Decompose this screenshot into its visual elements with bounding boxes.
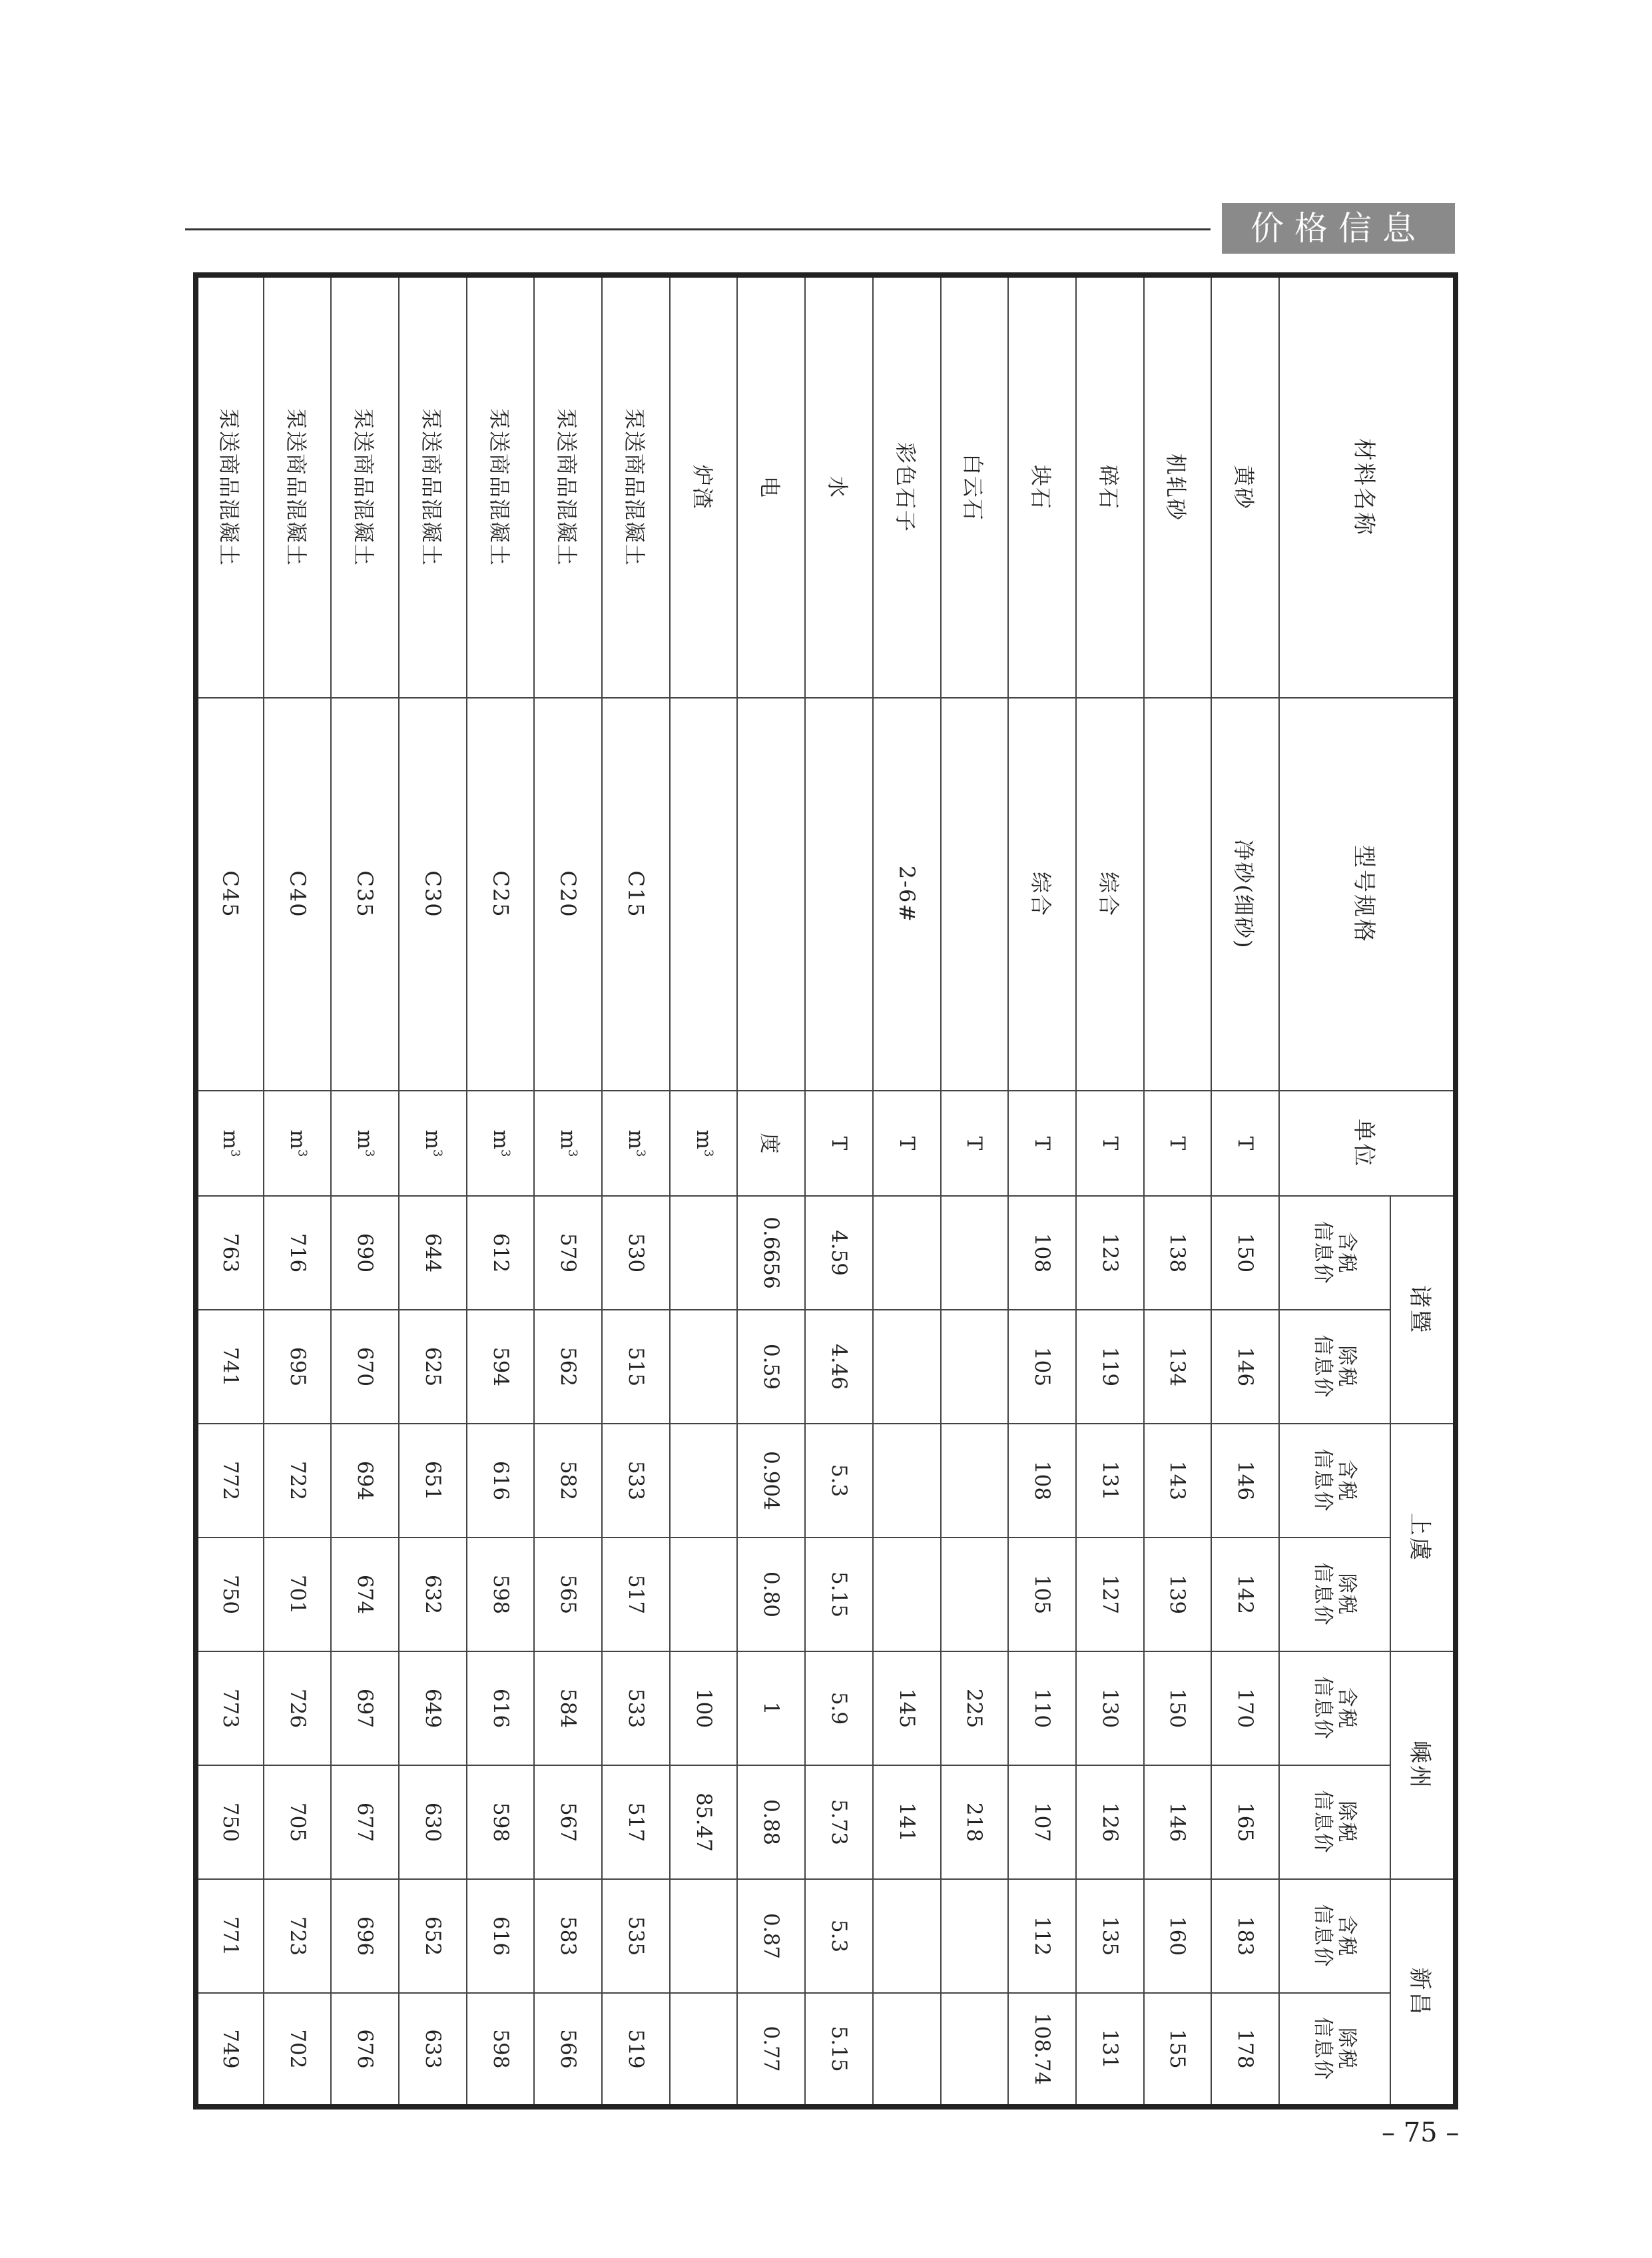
col-header-name: 材料名称 [1279, 275, 1456, 698]
unit-text: T [1165, 1136, 1190, 1151]
price-excl-tax: 749 [196, 1993, 264, 2107]
price-excl-tax: 566 [534, 1993, 602, 2107]
price-excl-tax: 105 [1008, 1538, 1076, 1651]
price-excl-tax: 625 [399, 1310, 467, 1424]
price-excl-tax: 677 [331, 1765, 399, 1879]
price-incl-tax: 150 [1211, 1196, 1279, 1310]
subheader-line: 除税 [1335, 1801, 1359, 1844]
material-spec [670, 698, 738, 1091]
price-excl-tax: 567 [534, 1765, 602, 1879]
price-excl-tax: 0.80 [738, 1538, 806, 1651]
price-incl-tax: 160 [1144, 1879, 1212, 1993]
material-spec: C35 [331, 698, 399, 1091]
subheader-incl-tax [1279, 1424, 1390, 1538]
price-excl-tax: 741 [196, 1310, 264, 1424]
table-row [738, 275, 806, 2107]
price-incl-tax [941, 1879, 1009, 1993]
price-incl-tax: 170 [1211, 1651, 1279, 1765]
table-row [1211, 275, 1279, 2107]
price-excl-tax: 139 [1144, 1538, 1212, 1651]
material-name: 泵送商品混凝土 [399, 275, 467, 698]
price-incl-tax: 763 [196, 1196, 264, 1310]
price-excl-tax: 146 [1211, 1310, 1279, 1424]
price-excl-tax: 633 [399, 1993, 467, 2107]
price-incl-tax: 616 [467, 1424, 535, 1538]
price-excl-tax [873, 1310, 941, 1424]
material-unit [738, 1091, 806, 1196]
price-excl-tax: 517 [602, 1765, 670, 1879]
price-excl-tax: 134 [1144, 1310, 1212, 1424]
price-incl-tax [873, 1879, 941, 1993]
price-excl-tax: 107 [1008, 1765, 1076, 1879]
price-incl-tax [670, 1196, 738, 1310]
section-title: 价格信息 [1222, 203, 1455, 254]
unit-superscript: 3 [565, 1149, 580, 1157]
price-excl-tax: 5.15 [805, 1538, 873, 1651]
material-unit [399, 1091, 467, 1196]
subheader-incl-tax [1279, 1651, 1390, 1765]
table-row [670, 275, 738, 2107]
subheader-excl-tax [1279, 1310, 1390, 1424]
material-name: 黄砂 [1211, 275, 1279, 698]
price-incl-tax: 616 [467, 1879, 535, 1993]
unit-text: m [623, 1129, 648, 1149]
price-incl-tax: 651 [399, 1424, 467, 1538]
price-incl-tax: 773 [196, 1651, 264, 1765]
unit-text: m [691, 1129, 716, 1149]
material-unit [1008, 1091, 1076, 1196]
price-excl-tax: 0.59 [738, 1310, 806, 1424]
price-incl-tax: 131 [1076, 1424, 1144, 1538]
material-name: 电 [738, 275, 806, 698]
price-incl-tax: 582 [534, 1424, 602, 1538]
price-incl-tax: 183 [1211, 1879, 1279, 1993]
material-spec: C45 [196, 698, 264, 1091]
subheader-incl-tax [1279, 1879, 1390, 1993]
price-incl-tax: 146 [1211, 1424, 1279, 1538]
price-excl-tax: 141 [873, 1765, 941, 1879]
price-excl-tax [670, 1538, 738, 1651]
price-excl-tax: 85.47 [670, 1765, 738, 1879]
price-incl-tax: 690 [331, 1196, 399, 1310]
price-incl-tax: 5.9 [805, 1651, 873, 1765]
price-incl-tax: 772 [196, 1424, 264, 1538]
price-excl-tax: 108.74 [1008, 1993, 1076, 2107]
table-row [602, 275, 670, 2107]
price-excl-tax: 598 [467, 1993, 535, 2107]
subheader-line: 除税 [1335, 1573, 1359, 1616]
price-incl-tax: 5.3 [805, 1879, 873, 1993]
material-name: 炉渣 [670, 275, 738, 698]
price-excl-tax: 517 [602, 1538, 670, 1651]
subheader-excl-tax [1279, 1765, 1390, 1879]
price-excl-tax: 674 [331, 1538, 399, 1651]
price-incl-tax: 108 [1008, 1196, 1076, 1310]
subheader-line: 信息价 [1311, 1790, 1335, 1854]
price-incl-tax [873, 1424, 941, 1538]
material-unit [670, 1091, 738, 1196]
header-rule [185, 228, 1211, 230]
material-unit [534, 1091, 602, 1196]
material-name: 碎石 [1076, 275, 1144, 698]
price-incl-tax: 612 [467, 1196, 535, 1310]
material-spec: 综合 [1076, 698, 1144, 1091]
price-incl-tax: 579 [534, 1196, 602, 1310]
material-spec: C15 [602, 698, 670, 1091]
subheader-line: 信息价 [1311, 1334, 1335, 1399]
unit-text: m [420, 1129, 445, 1149]
price-incl-tax: 530 [602, 1196, 670, 1310]
price-excl-tax: 131 [1076, 1993, 1144, 2107]
price-excl-tax: 4.46 [805, 1310, 873, 1424]
region-header: 嵊州 [1390, 1651, 1456, 1879]
price-excl-tax: 515 [602, 1310, 670, 1424]
price-excl-tax [670, 1310, 738, 1424]
price-incl-tax: 616 [467, 1651, 535, 1765]
price-incl-tax: 644 [399, 1196, 467, 1310]
price-excl-tax: 105 [1008, 1310, 1076, 1424]
price-incl-tax: 652 [399, 1879, 467, 1993]
unit-text: m [218, 1129, 243, 1149]
table-row [873, 275, 941, 2107]
price-incl-tax: 0.904 [738, 1424, 806, 1538]
unit-text: T [1030, 1136, 1055, 1151]
unit-superscript: 3 [228, 1149, 242, 1157]
price-excl-tax: 750 [196, 1765, 264, 1879]
price-excl-tax [941, 1538, 1009, 1651]
material-unit [331, 1091, 399, 1196]
price-excl-tax: 0.88 [738, 1765, 806, 1879]
price-incl-tax: 697 [331, 1651, 399, 1765]
table-row [196, 275, 264, 2107]
price-excl-tax: 126 [1076, 1765, 1144, 1879]
price-incl-tax: 110 [1008, 1651, 1076, 1765]
unit-text: T [1097, 1136, 1122, 1151]
price-excl-tax: 676 [331, 1993, 399, 2107]
price-incl-tax: 584 [534, 1651, 602, 1765]
material-spec [805, 698, 873, 1091]
price-excl-tax: 598 [467, 1765, 535, 1879]
table-row [941, 275, 1009, 2107]
subheader-line: 信息价 [1311, 2017, 1335, 2081]
material-name: 白云石 [941, 275, 1009, 698]
material-spec: 2-6# [873, 698, 941, 1091]
page-number: – 75 – [1382, 2117, 1460, 2148]
subheader-line: 信息价 [1311, 1562, 1335, 1627]
price-incl-tax: 696 [331, 1879, 399, 1993]
material-unit [805, 1091, 873, 1196]
region-header: 上虞 [1390, 1424, 1456, 1651]
price-incl-tax: 112 [1008, 1879, 1076, 1993]
price-incl-tax: 583 [534, 1879, 602, 1993]
price-excl-tax [873, 1993, 941, 2107]
material-unit [941, 1091, 1009, 1196]
price-excl-tax: 0.77 [738, 1993, 806, 2107]
price-excl-tax: 565 [534, 1538, 602, 1651]
material-spec [1144, 698, 1212, 1091]
price-excl-tax [941, 1993, 1009, 2107]
table-row [264, 275, 332, 2107]
price-excl-tax: 562 [534, 1310, 602, 1424]
price-incl-tax: 533 [602, 1651, 670, 1765]
material-name: 泵送商品混凝土 [196, 275, 264, 698]
price-incl-tax: 130 [1076, 1651, 1144, 1765]
material-unit [873, 1091, 941, 1196]
table-row [1008, 275, 1076, 2107]
material-spec: C30 [399, 698, 467, 1091]
price-excl-tax: 632 [399, 1538, 467, 1651]
unit-text: T [1233, 1136, 1258, 1151]
price-excl-tax: 701 [264, 1538, 332, 1651]
subheader-line: 除税 [1335, 1345, 1359, 1388]
price-incl-tax: 135 [1076, 1879, 1144, 1993]
price-excl-tax: 178 [1211, 1993, 1279, 2107]
price-incl-tax [941, 1424, 1009, 1538]
subheader-line: 信息价 [1311, 1448, 1335, 1513]
price-incl-tax [670, 1879, 738, 1993]
subheader-excl-tax [1279, 1993, 1390, 2107]
price-incl-tax: 771 [196, 1879, 264, 1993]
price-excl-tax: 5.73 [805, 1765, 873, 1879]
table-row [1144, 275, 1212, 2107]
material-unit [1144, 1091, 1212, 1196]
price-incl-tax: 533 [602, 1424, 670, 1538]
price-incl-tax: 694 [331, 1424, 399, 1538]
price-incl-tax: 0.87 [738, 1879, 806, 1993]
price-incl-tax: 716 [264, 1196, 332, 1310]
price-incl-tax: 726 [264, 1651, 332, 1765]
unit-text: T [827, 1136, 852, 1151]
price-excl-tax: 702 [264, 1993, 332, 2107]
price-excl-tax: 127 [1076, 1538, 1144, 1651]
material-unit [467, 1091, 535, 1196]
price-excl-tax: 119 [1076, 1310, 1144, 1424]
unit-superscript: 3 [362, 1149, 377, 1157]
unit-text: m [285, 1129, 310, 1149]
price-excl-tax [873, 1538, 941, 1651]
material-unit [602, 1091, 670, 1196]
price-excl-tax: 705 [264, 1765, 332, 1879]
unit-text: T [894, 1136, 919, 1151]
price-excl-tax: 5.15 [805, 1993, 873, 2107]
price-incl-tax: 100 [670, 1651, 738, 1765]
price-incl-tax: 723 [264, 1879, 332, 1993]
price-incl-tax: 225 [941, 1651, 1009, 1765]
material-spec: C25 [467, 698, 535, 1091]
material-spec: 综合 [1008, 698, 1076, 1091]
material-spec: 净砂(细砂) [1211, 698, 1279, 1091]
table-row [1076, 275, 1144, 2107]
price-excl-tax: 695 [264, 1310, 332, 1424]
price-incl-tax: 143 [1144, 1424, 1212, 1538]
price-incl-tax: 123 [1076, 1196, 1144, 1310]
subheader-line: 含税 [1335, 1914, 1359, 1958]
price-incl-tax: 535 [602, 1879, 670, 1993]
price-excl-tax: 142 [1211, 1538, 1279, 1651]
price-table [193, 272, 1458, 2110]
unit-superscript: 3 [633, 1149, 648, 1157]
price-excl-tax: 165 [1211, 1765, 1279, 1879]
price-incl-tax [873, 1196, 941, 1310]
material-spec: C20 [534, 698, 602, 1091]
price-excl-tax: 218 [941, 1765, 1009, 1879]
subheader-excl-tax [1279, 1538, 1390, 1651]
price-excl-tax: 146 [1144, 1765, 1212, 1879]
price-excl-tax: 670 [331, 1310, 399, 1424]
table-row [331, 275, 399, 2107]
material-name: 泵送商品混凝土 [467, 275, 535, 698]
material-spec: C40 [264, 698, 332, 1091]
price-incl-tax: 5.3 [805, 1424, 873, 1538]
material-spec [738, 698, 806, 1091]
subheader-line: 信息价 [1311, 1221, 1335, 1285]
col-header-spec: 型号规格 [1279, 698, 1456, 1091]
subheader-line: 除税 [1335, 2028, 1359, 2070]
price-incl-tax: 0.6656 [738, 1196, 806, 1310]
col-header-unit: 单位 [1279, 1091, 1456, 1196]
region-header: 诸暨 [1390, 1196, 1456, 1424]
subheader-line: 含税 [1335, 1687, 1359, 1730]
price-table-body [196, 275, 1279, 2107]
price-excl-tax: 519 [602, 1993, 670, 2107]
unit-superscript: 3 [294, 1149, 309, 1157]
unit-text: m [556, 1129, 581, 1149]
price-excl-tax: 594 [467, 1310, 535, 1424]
material-name: 机轧砂 [1144, 275, 1212, 698]
unit-text: m [353, 1129, 378, 1149]
material-name: 彩色石子 [873, 275, 941, 698]
material-unit [1076, 1091, 1144, 1196]
price-excl-tax: 750 [196, 1538, 264, 1651]
price-incl-tax: 1 [738, 1651, 806, 1765]
material-name: 泵送商品混凝土 [602, 275, 670, 698]
price-incl-tax: 649 [399, 1651, 467, 1765]
unit-text: T [962, 1136, 987, 1151]
unit-superscript: 3 [430, 1149, 445, 1157]
material-spec [941, 698, 1009, 1091]
price-incl-tax: 145 [873, 1651, 941, 1765]
material-unit [1211, 1091, 1279, 1196]
price-incl-tax [670, 1424, 738, 1538]
material-name: 泵送商品混凝土 [264, 275, 332, 698]
table-row [534, 275, 602, 2107]
price-incl-tax: 150 [1144, 1651, 1212, 1765]
region-header: 新昌 [1390, 1879, 1456, 2107]
subheader-incl-tax [1279, 1196, 1390, 1310]
unit-text: 度 [756, 1133, 781, 1154]
price-incl-tax: 138 [1144, 1196, 1212, 1310]
price-excl-tax [941, 1310, 1009, 1424]
price-excl-tax: 598 [467, 1538, 535, 1651]
price-excl-tax [670, 1993, 738, 2107]
table-rotator [193, 272, 1458, 2104]
material-name: 泵送商品混凝土 [331, 275, 399, 698]
unit-text: m [488, 1129, 513, 1149]
price-incl-tax: 4.59 [805, 1196, 873, 1310]
material-unit [264, 1091, 332, 1196]
material-name: 泵送商品混凝土 [534, 275, 602, 698]
subheader-line: 含税 [1335, 1231, 1359, 1274]
table-row [805, 275, 873, 2107]
material-unit [196, 1091, 264, 1196]
price-excl-tax: 155 [1144, 1993, 1212, 2107]
subheader-line: 信息价 [1311, 1676, 1335, 1741]
price-incl-tax: 722 [264, 1424, 332, 1538]
table-row [399, 275, 467, 2107]
material-name: 水 [805, 275, 873, 698]
subheader-line: 信息价 [1311, 1904, 1335, 1968]
unit-superscript: 3 [497, 1149, 512, 1157]
table-row [467, 275, 535, 2107]
price-incl-tax [941, 1196, 1009, 1310]
price-excl-tax: 630 [399, 1765, 467, 1879]
unit-superscript: 3 [700, 1149, 715, 1157]
subheader-line: 含税 [1335, 1459, 1359, 1502]
price-incl-tax: 108 [1008, 1424, 1076, 1538]
material-name: 块石 [1008, 275, 1076, 698]
